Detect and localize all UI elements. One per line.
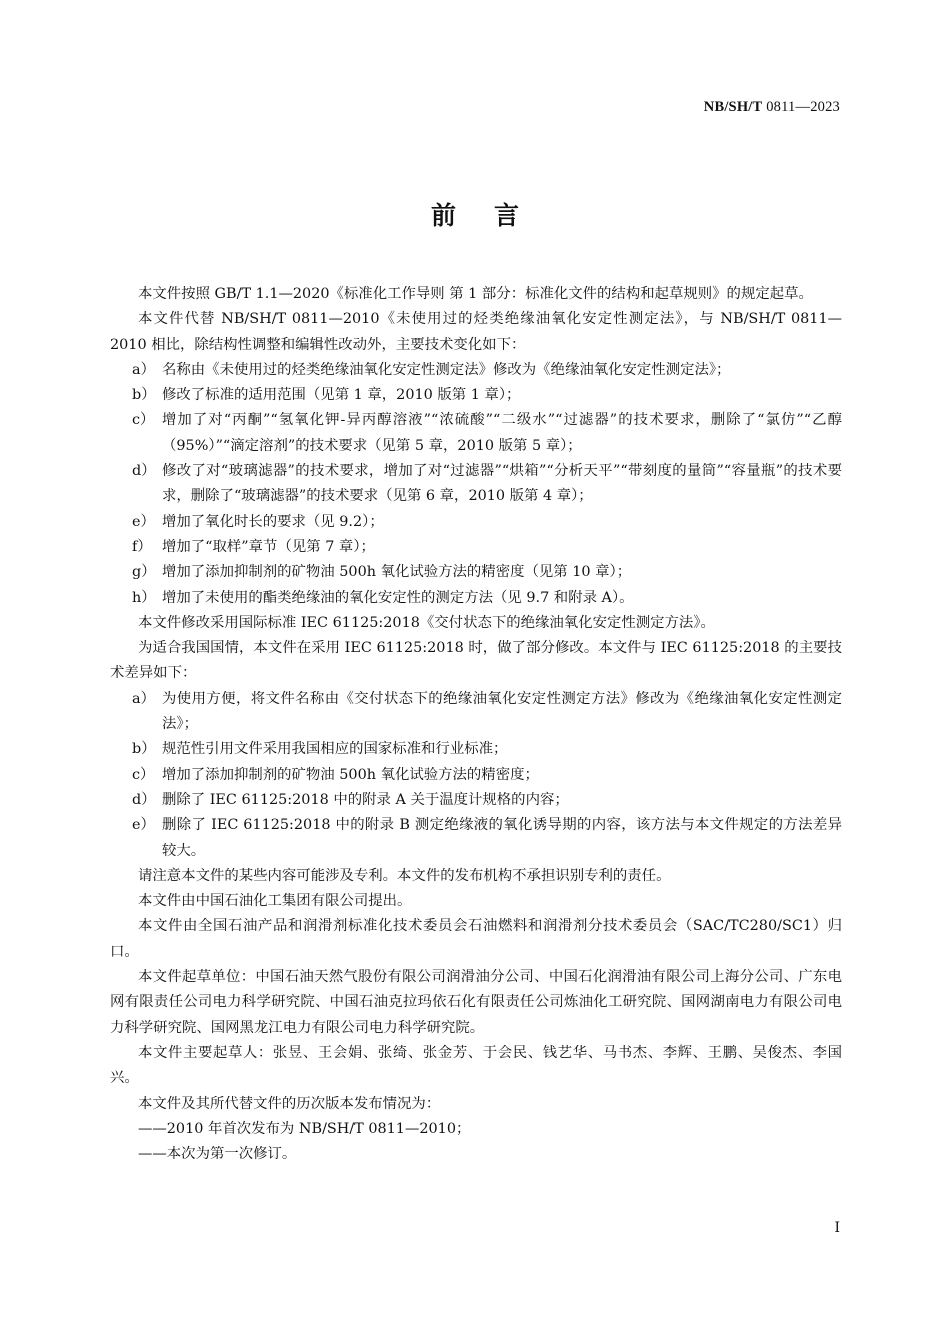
paragraph-adoption: 本文件修改采用国际标准 IEC 61125:2018《交付状态下的绝缘油氧化安定性测定方法》。 <box>138 614 715 631</box>
list-item <box>110 586 842 611</box>
list-marker: f） <box>132 538 152 555</box>
paragraph-drafting-rules: 本文件按照 GB/T 1.1—2020《标准化工作导则 第 1 部分：标准化文件的结构和起草规则》的规定起草。 <box>138 286 813 302</box>
paragraph-differences-intro: 为适合我国国情，本文件在采用 IEC 61125:2018 时，做了部分修改。本文件与 IEC 61125:2018 的主要技术差异如下： <box>110 640 842 682</box>
paragraph-drafting-units: 本文件起草单位：中国石油天然气股份有限公司润滑油分公司、中国石化润滑油有限公司上海分公司、广东电网有限责任公司电力科学研究院、中国石油克拉玛依石化有限责任公司炼油化工研究院、国网湖南电力有限公司电力科学研究院、国网黑龙江电力有限公司电力科学研究院。 <box>110 969 842 1036</box>
list-item <box>110 510 842 535</box>
list-marker: d） <box>132 463 156 480</box>
paragraph-history-intro: 本文件及其所代替文件的历次版本发布情况为： <box>138 1095 441 1112</box>
paragraph-committee: 本文件由全国石油产品和润滑剂标准化技术委员会石油燃料和润滑剂分技术委员会（SAC/TC280/SC1）归口。 <box>110 918 842 960</box>
list-text: 增加了氧化时长的要求（见 9.2）； <box>162 513 384 530</box>
list-item <box>110 358 842 383</box>
list-item <box>110 737 842 762</box>
doc-number: 0811—2023 <box>766 99 840 115</box>
history-item: ——2010 年首次发布为 NB/SH/T 0811—2010； <box>138 1120 471 1137</box>
list-text: 删除了 IEC 61125:2018 中的附录 B 测定绝缘液的氧化诱导期的内容，该方法与本文件规定的方法差异较大。 <box>162 817 842 859</box>
page-title: 前言 <box>430 201 557 230</box>
list-text: 修改了对“玻璃滤器”的技术要求，增加了对“过滤器”“烘箱”“分析天平”“带刻度的量筒”“容量瓶”的技术要求，删除了“玻璃滤器”的技术要求（见第 6 章，2010 版第 4 章）； <box>162 463 842 505</box>
differences-list <box>110 687 842 864</box>
paragraph-drafters: 本文件主要起草人：张昱、王会娟、张绮、张金芳、于会民、钱艺华、马书杰、李辉、王鹏、吴俊杰、李国兴。 <box>110 1044 842 1087</box>
list-marker: h） <box>132 589 156 606</box>
list-item <box>110 560 842 585</box>
paragraph-proposer: 本文件由中国石油化工集团有限公司提出。 <box>138 893 412 910</box>
list-text: 增加了“取样”章节（见第 7 章）； <box>162 538 375 555</box>
changes-list <box>110 358 842 611</box>
doc-code: NB/SH/T <box>703 99 763 115</box>
list-text: 增加了添加抑制剂的矿物油 500h 氧化试验方法的精密度（见第 10 章）； <box>162 564 632 581</box>
list-marker: e） <box>132 817 155 834</box>
paragraph-patent-notice: 请注意本文件的某些内容可能涉及专利。本文件的发布机构不承担识别专利的责任。 <box>138 867 671 884</box>
list-marker: c） <box>132 412 155 429</box>
document-identifier <box>704 99 840 116</box>
list-item <box>110 535 842 560</box>
paragraph-replacement: 本文件代替 NB/SH/T 0811—2010《未使用过的烃类绝缘油氧化安定性测定法》，与 NB/SH/T 0811—2010 相比，除结构性调整和编辑性改动外，主要技术变化如下： <box>110 311 842 353</box>
foreword-body <box>110 282 842 1167</box>
page-number: I <box>834 1220 840 1236</box>
list-text: 增加了添加抑制剂的矿物油 500h 氧化试验方法的精密度； <box>162 766 539 783</box>
list-item <box>110 763 842 788</box>
list-text: 增加了未使用的酯类绝缘油的氧化安定性的测定方法（见 9.7 和附录 A）。 <box>162 589 634 606</box>
history-item: ——本次为第一次修订。 <box>138 1146 297 1163</box>
list-text: 修改了标准的适用范围（见第 1 章，2010 版第 1 章）； <box>162 387 521 404</box>
list-marker: b） <box>132 741 156 758</box>
list-item <box>110 383 842 408</box>
list-item <box>110 459 842 510</box>
list-item <box>110 813 842 864</box>
list-text: 删除了 IEC 61125:2018 中的附录 A 关于温度计规格的内容； <box>162 791 569 808</box>
list-marker: a） <box>132 690 155 707</box>
list-text: 名称由《未使用过的烃类绝缘油氧化安定性测定法》修改为《绝缘油氧化安定性测定法》； <box>162 361 731 378</box>
list-item <box>110 788 842 813</box>
list-marker: b） <box>132 387 156 404</box>
list-marker: e） <box>132 513 155 530</box>
list-text: 为使用方便，将文件名称由《交付状态下的绝缘油氧化安定性测定方法》修改为《绝缘油氧化安定性测定法》； <box>162 690 842 733</box>
list-marker: d） <box>132 791 156 808</box>
list-item <box>110 687 842 738</box>
list-text: 增加了对“丙酮”“氢氧化钾-异丙醇溶液”“浓硫酸”“二级水”“过滤器”的技术要求，删除了“氯仿”“乙醇（95%）”“滴定溶剂”的技术要求（见第 5 章，2010 版第 5 章）； <box>162 412 842 454</box>
list-marker: g） <box>132 564 156 581</box>
list-marker: a） <box>132 361 155 378</box>
list-item <box>110 408 842 459</box>
list-marker: c） <box>132 766 155 783</box>
list-text: 规范性引用文件采用我国相应的国家标准和行业标准； <box>162 741 508 758</box>
